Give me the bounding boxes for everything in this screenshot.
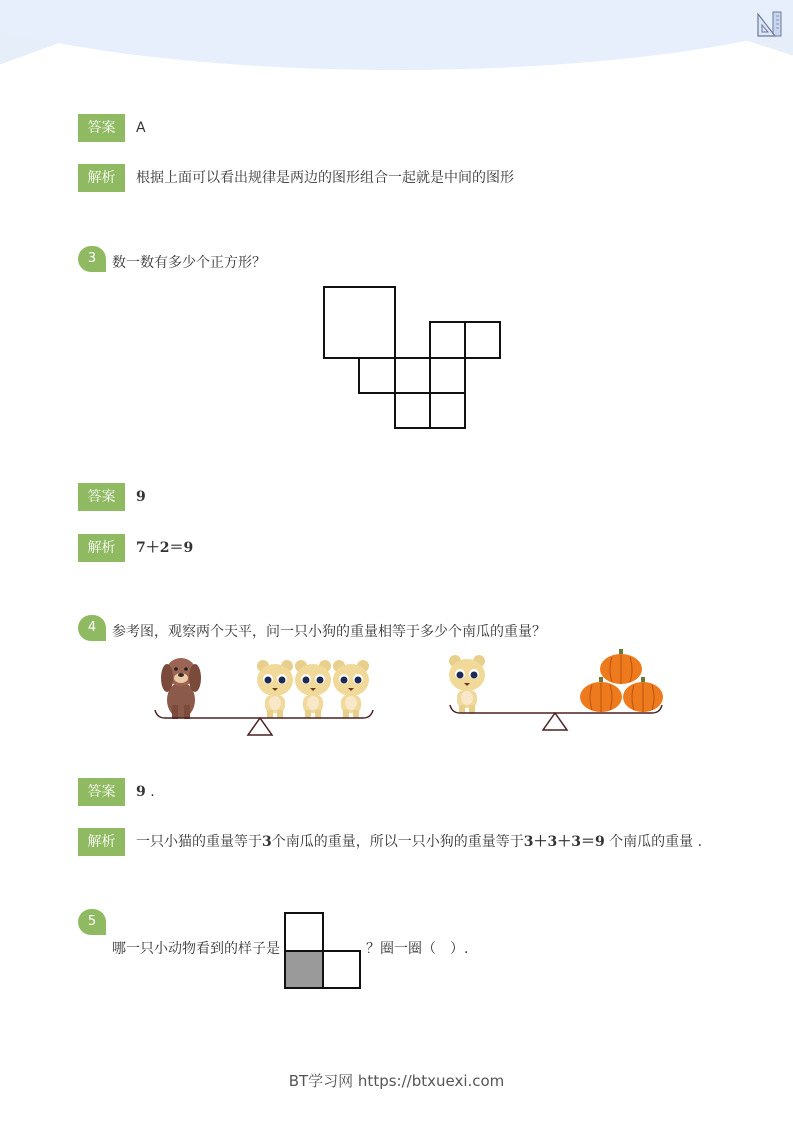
shape-cell-shaded: [284, 950, 324, 989]
balance-scale-dog-cats: [145, 650, 385, 740]
analysis-text: 根据上面可以看出规律是两边的图形组合一起就是中间的图形: [136, 170, 514, 186]
small-square: [464, 321, 501, 359]
answer-suffix: .: [145, 784, 155, 800]
analysis-text: 7＋2＝9: [136, 540, 194, 556]
analysis-label: 解析: [78, 534, 125, 562]
big-square: [323, 286, 396, 359]
cat-icon: [257, 660, 293, 718]
answer-label: 答案: [78, 483, 125, 511]
answer-value: A: [136, 120, 146, 136]
analysis-label: 解析: [78, 828, 125, 856]
answer-number: 9: [136, 784, 146, 800]
cat-icon: [295, 660, 331, 718]
small-square: [429, 357, 466, 394]
small-square: [429, 392, 466, 429]
analysis-text: [136, 832, 702, 852]
small-square: [394, 392, 431, 429]
question-text-before: 哪一只小动物看到的样子是: [112, 941, 280, 957]
dog-icon: [161, 658, 201, 719]
answer-value: 9: [136, 489, 146, 505]
answer-label: 答案: [78, 114, 125, 142]
shape-cell-top: [284, 912, 324, 952]
analysis-number: 3: [262, 834, 272, 850]
small-square: [394, 357, 431, 394]
answer-value: [136, 782, 155, 802]
analysis-part: 个南瓜的重量 .: [604, 834, 703, 850]
shape-cell-right: [322, 950, 361, 989]
analysis-part: 一只小猫的重量等于: [136, 834, 262, 850]
header-wave: [0, 0, 793, 70]
pumpkin-icon: [600, 649, 642, 684]
question-number-badge: 5: [78, 909, 106, 935]
small-square: [429, 321, 466, 359]
footer-watermark: BT学习网 https://btxuexi.com: [288, 1072, 505, 1090]
analysis-expression: 3＋3＋3＝9: [523, 834, 605, 850]
question-number-badge: 4: [78, 615, 106, 641]
question-text-after: ？圈一圈（ ）.: [366, 941, 469, 957]
answer-label: 答案: [78, 778, 125, 806]
question-number-badge: 3: [78, 246, 106, 272]
analysis-part: 个南瓜的重量，所以一只小狗的重量等于: [271, 834, 524, 850]
question-text: 参考图，观察两个天平，问一只小狗的重量相等于多少个南瓜的重量？: [112, 624, 546, 640]
cat-icon: [333, 660, 369, 718]
question-text: 数一数有多少个正方形？: [112, 255, 266, 271]
set-square-ruler-icon: [755, 10, 783, 38]
analysis-label: 解析: [78, 164, 125, 192]
cat-icon: [449, 655, 485, 713]
balance-scale-cat-pumpkins: [440, 645, 670, 735]
small-square: [358, 357, 396, 394]
